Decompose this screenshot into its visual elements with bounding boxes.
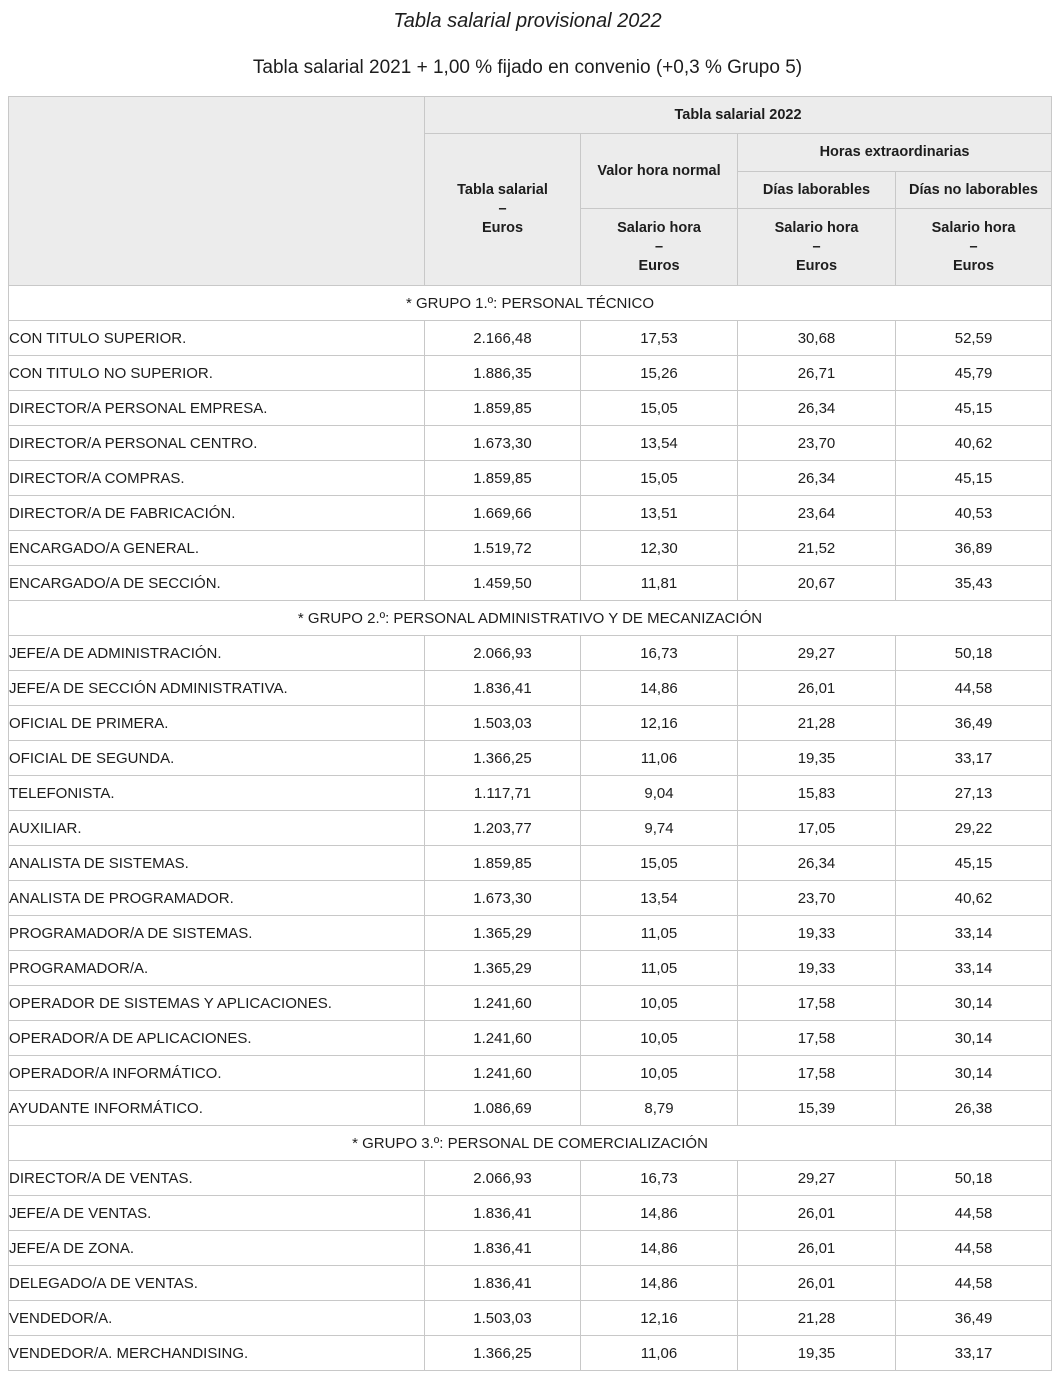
header-salario-hora-no-laborables <box>896 209 1052 286</box>
cell-extra-dias-laborables: 26,34 <box>738 461 896 496</box>
table-row <box>9 881 1052 916</box>
cell-extra-dias-no-laborables: 30,14 <box>896 1056 1052 1091</box>
cell-tabla-salarial: 1.836,41 <box>425 1266 581 1301</box>
cell-extra-dias-laborables: 29,27 <box>738 1161 896 1196</box>
cell-valor-hora-normal: 11,81 <box>581 566 738 601</box>
cell-extra-dias-laborables: 19,35 <box>738 1336 896 1371</box>
cell-extra-dias-no-laborables: 40,53 <box>896 496 1052 531</box>
row-label: OPERADOR DE SISTEMAS Y APLICACIONES. <box>9 986 425 1021</box>
cell-tabla-salarial: 1.241,60 <box>425 1021 581 1056</box>
cell-valor-hora-normal: 9,04 <box>581 776 738 811</box>
cell-extra-dias-no-laborables: 44,58 <box>896 1231 1052 1266</box>
cell-extra-dias-no-laborables: 45,15 <box>896 391 1052 426</box>
table-row <box>9 636 1052 671</box>
cell-tabla-salarial: 1.365,29 <box>425 951 581 986</box>
cell-extra-dias-laborables: 26,71 <box>738 356 896 391</box>
cell-extra-dias-no-laborables: 27,13 <box>896 776 1052 811</box>
header-salario-hora-line: Salario hora <box>617 219 701 236</box>
row-label: CON TITULO SUPERIOR. <box>9 321 425 356</box>
header-euros: Euros <box>481 220 524 236</box>
row-label: DIRECTOR/A DE FABRICACIÓN. <box>9 496 425 531</box>
cell-extra-dias-laborables: 20,67 <box>738 566 896 601</box>
table-row <box>9 356 1052 391</box>
cell-extra-dias-no-laborables: 33,14 <box>896 916 1052 951</box>
cell-extra-dias-no-laborables: 29,22 <box>896 811 1052 846</box>
cell-valor-hora-normal: 15,05 <box>581 391 738 426</box>
cell-valor-hora-normal: 8,79 <box>581 1091 738 1126</box>
table-row <box>9 1056 1052 1091</box>
cell-extra-dias-no-laborables: 50,18 <box>896 1161 1052 1196</box>
cell-extra-dias-laborables: 17,05 <box>738 811 896 846</box>
cell-extra-dias-no-laborables: 33,17 <box>896 1336 1052 1371</box>
cell-tabla-salarial: 1.859,85 <box>425 461 581 496</box>
table-row <box>9 566 1052 601</box>
salary-table-body <box>9 286 1052 1371</box>
group-header-row <box>9 286 1052 321</box>
table-row <box>9 1301 1052 1336</box>
cell-extra-dias-no-laborables: 45,15 <box>896 461 1052 496</box>
cell-valor-hora-normal: 12,16 <box>581 1301 738 1336</box>
header-dias-laborables: Días laborables <box>738 172 896 209</box>
cell-extra-dias-laborables: 15,39 <box>738 1091 896 1126</box>
table-row <box>9 671 1052 706</box>
cell-tabla-salarial: 1.836,41 <box>425 1196 581 1231</box>
cell-valor-hora-normal: 14,86 <box>581 1266 738 1301</box>
cell-tabla-salarial: 1.366,25 <box>425 1336 581 1371</box>
cell-extra-dias-laborables: 17,58 <box>738 986 896 1021</box>
cell-extra-dias-no-laborables: 44,58 <box>896 671 1052 706</box>
cell-extra-dias-laborables: 21,52 <box>738 531 896 566</box>
cell-valor-hora-normal: 10,05 <box>581 1056 738 1091</box>
table-row <box>9 1021 1052 1056</box>
row-label: JEFE/A DE SECCIÓN ADMINISTRATIVA. <box>9 671 425 706</box>
cell-valor-hora-normal: 9,74 <box>581 811 738 846</box>
table-row <box>9 1231 1052 1266</box>
table-row <box>9 321 1052 356</box>
row-label: DELEGADO/A DE VENTAS. <box>9 1266 425 1301</box>
cell-extra-dias-no-laborables: 45,79 <box>896 356 1052 391</box>
cell-extra-dias-no-laborables: 26,38 <box>896 1091 1052 1126</box>
cell-extra-dias-laborables: 30,68 <box>738 321 896 356</box>
cell-extra-dias-no-laborables: 52,59 <box>896 321 1052 356</box>
table-row <box>9 391 1052 426</box>
row-label: JEFE/A DE VENTAS. <box>9 1196 425 1231</box>
cell-valor-hora-normal: 12,30 <box>581 531 738 566</box>
row-label: OFICIAL DE PRIMERA. <box>9 706 425 741</box>
table-row <box>9 706 1052 741</box>
salary-table-header <box>9 97 1052 286</box>
header-dash: – <box>969 238 978 255</box>
cell-extra-dias-no-laborables: 35,43 <box>896 566 1052 601</box>
cell-tabla-salarial: 1.669,66 <box>425 496 581 531</box>
row-label: DIRECTOR/A DE VENTAS. <box>9 1161 425 1196</box>
cell-extra-dias-laborables: 26,01 <box>738 1196 896 1231</box>
cell-tabla-salarial: 2.066,93 <box>425 1161 581 1196</box>
cell-tabla-salarial: 1.366,25 <box>425 741 581 776</box>
cell-valor-hora-normal: 16,73 <box>581 1161 738 1196</box>
group-header-row <box>9 1126 1052 1161</box>
cell-extra-dias-no-laborables: 45,15 <box>896 846 1052 881</box>
cell-tabla-salarial: 1.836,41 <box>425 1231 581 1266</box>
header-col-valor-hora-normal: Valor hora normal <box>581 134 738 209</box>
row-label: JEFE/A DE ZONA. <box>9 1231 425 1266</box>
table-row <box>9 426 1052 461</box>
cell-extra-dias-laborables: 19,35 <box>738 741 896 776</box>
cell-extra-dias-laborables: 26,01 <box>738 1266 896 1301</box>
cell-valor-hora-normal: 13,51 <box>581 496 738 531</box>
cell-extra-dias-no-laborables: 36,49 <box>896 1301 1052 1336</box>
cell-valor-hora-normal: 11,06 <box>581 1336 738 1371</box>
cell-tabla-salarial: 1.365,29 <box>425 916 581 951</box>
cell-valor-hora-normal: 13,54 <box>581 881 738 916</box>
row-label: OFICIAL DE SEGUNDA. <box>9 741 425 776</box>
row-label: JEFE/A DE ADMINISTRACIÓN. <box>9 636 425 671</box>
cell-tabla-salarial: 1.459,50 <box>425 566 581 601</box>
header-corner-cell <box>9 97 425 286</box>
cell-extra-dias-laborables: 29,27 <box>738 636 896 671</box>
cell-extra-dias-no-laborables: 44,58 <box>896 1266 1052 1301</box>
cell-tabla-salarial: 1.859,85 <box>425 391 581 426</box>
row-label: OPERADOR/A INFORMÁTICO. <box>9 1056 425 1091</box>
group-header-label: * GRUPO 3.º: PERSONAL DE COMERCIALIZACIÓN <box>9 1126 1052 1161</box>
cell-extra-dias-no-laborables: 36,89 <box>896 531 1052 566</box>
header-horas-extraordinarias: Horas extraordinarias <box>738 134 1052 172</box>
row-label: ANALISTA DE SISTEMAS. <box>9 846 425 881</box>
cell-extra-dias-laborables: 21,28 <box>738 1301 896 1336</box>
cell-valor-hora-normal: 13,54 <box>581 426 738 461</box>
cell-extra-dias-laborables: 26,34 <box>738 846 896 881</box>
group-header-label: * GRUPO 1.º: PERSONAL TÉCNICO <box>9 286 1052 321</box>
header-tabla-salarial-line: Tabla salarial <box>457 182 548 198</box>
cell-extra-dias-laborables: 19,33 <box>738 951 896 986</box>
cell-tabla-salarial: 1.241,60 <box>425 1056 581 1091</box>
row-label: DIRECTOR/A COMPRAS. <box>9 461 425 496</box>
header-euros: Euros <box>795 257 838 274</box>
cell-tabla-salarial: 1.673,30 <box>425 881 581 916</box>
header-table-title: Tabla salarial 2022 <box>425 97 1052 134</box>
row-label: ENCARGADO/A DE SECCIÓN. <box>9 566 425 601</box>
group-header-row <box>9 601 1052 636</box>
cell-extra-dias-laborables: 26,01 <box>738 1231 896 1266</box>
cell-tabla-salarial: 1.503,03 <box>425 706 581 741</box>
cell-tabla-salarial: 1.117,71 <box>425 776 581 811</box>
cell-tabla-salarial: 1.086,69 <box>425 1091 581 1126</box>
cell-extra-dias-laborables: 15,83 <box>738 776 896 811</box>
cell-valor-hora-normal: 11,05 <box>581 916 738 951</box>
row-label: VENDEDOR/A. MERCHANDISING. <box>9 1336 425 1371</box>
cell-extra-dias-laborables: 23,70 <box>738 426 896 461</box>
header-dias-no-laborables: Días no laborables <box>896 172 1052 209</box>
cell-extra-dias-no-laborables: 30,14 <box>896 1021 1052 1056</box>
cell-valor-hora-normal: 14,86 <box>581 1231 738 1266</box>
cell-extra-dias-laborables: 23,64 <box>738 496 896 531</box>
cell-tabla-salarial: 1.241,60 <box>425 986 581 1021</box>
table-row <box>9 1091 1052 1126</box>
row-label: AYUDANTE INFORMÁTICO. <box>9 1091 425 1126</box>
header-euros: Euros <box>952 257 995 274</box>
table-row <box>9 951 1052 986</box>
group-header-label: * GRUPO 2.º: PERSONAL ADMINISTRATIVO Y DE MECANIZACIÓN <box>9 601 1052 636</box>
header-dash: – <box>498 201 507 217</box>
cell-valor-hora-normal: 10,05 <box>581 986 738 1021</box>
header-dash: – <box>812 238 821 255</box>
cell-tabla-salarial: 1.203,77 <box>425 811 581 846</box>
table-row <box>9 986 1052 1021</box>
cell-valor-hora-normal: 15,05 <box>581 461 738 496</box>
cell-tabla-salarial: 1.673,30 <box>425 426 581 461</box>
cell-extra-dias-no-laborables: 40,62 <box>896 881 1052 916</box>
header-dash: – <box>654 238 664 255</box>
table-row <box>9 531 1052 566</box>
cell-extra-dias-no-laborables: 36,49 <box>896 706 1052 741</box>
cell-valor-hora-normal: 14,86 <box>581 671 738 706</box>
cell-tabla-salarial: 1.886,35 <box>425 356 581 391</box>
header-salario-hora-line: Salario hora <box>931 219 1016 236</box>
header-euros: Euros <box>638 257 680 274</box>
row-label: TELEFONISTA. <box>9 776 425 811</box>
cell-valor-hora-normal: 11,06 <box>581 741 738 776</box>
cell-tabla-salarial: 1.519,72 <box>425 531 581 566</box>
salary-table <box>8 96 1052 1371</box>
row-label: DIRECTOR/A PERSONAL EMPRESA. <box>9 391 425 426</box>
cell-valor-hora-normal: 10,05 <box>581 1021 738 1056</box>
table-row <box>9 1161 1052 1196</box>
row-label: PROGRAMADOR/A. <box>9 951 425 986</box>
cell-valor-hora-normal: 15,26 <box>581 356 738 391</box>
header-salario-hora-laborables <box>738 209 896 286</box>
cell-extra-dias-no-laborables: 50,18 <box>896 636 1052 671</box>
table-row <box>9 1336 1052 1371</box>
row-label: VENDEDOR/A. <box>9 1301 425 1336</box>
row-label: PROGRAMADOR/A DE SISTEMAS. <box>9 916 425 951</box>
row-label: OPERADOR/A DE APLICACIONES. <box>9 1021 425 1056</box>
cell-extra-dias-laborables: 19,33 <box>738 916 896 951</box>
table-row <box>9 741 1052 776</box>
cell-extra-dias-no-laborables: 33,17 <box>896 741 1052 776</box>
row-label: AUXILIAR. <box>9 811 425 846</box>
row-label: ANALISTA DE PROGRAMADOR. <box>9 881 425 916</box>
header-salario-hora-normal <box>581 209 738 286</box>
cell-valor-hora-normal: 12,16 <box>581 706 738 741</box>
cell-tabla-salarial: 2.066,93 <box>425 636 581 671</box>
cell-valor-hora-normal: 15,05 <box>581 846 738 881</box>
cell-extra-dias-laborables: 17,58 <box>738 1056 896 1091</box>
cell-extra-dias-no-laborables: 33,14 <box>896 951 1052 986</box>
cell-tabla-salarial: 1.859,85 <box>425 846 581 881</box>
cell-tabla-salarial: 2.166,48 <box>425 321 581 356</box>
cell-tabla-salarial: 1.503,03 <box>425 1301 581 1336</box>
table-row <box>9 1196 1052 1231</box>
header-salario-hora-line: Salario hora <box>774 219 859 236</box>
cell-valor-hora-normal: 16,73 <box>581 636 738 671</box>
cell-extra-dias-no-laborables: 30,14 <box>896 986 1052 1021</box>
cell-extra-dias-laborables: 21,28 <box>738 706 896 741</box>
table-row <box>9 811 1052 846</box>
cell-valor-hora-normal: 14,86 <box>581 1196 738 1231</box>
cell-extra-dias-laborables: 26,01 <box>738 671 896 706</box>
cell-extra-dias-laborables: 26,34 <box>738 391 896 426</box>
header-col-tabla-salarial <box>425 134 581 286</box>
table-row <box>9 776 1052 811</box>
cell-valor-hora-normal: 17,53 <box>581 321 738 356</box>
table-row <box>9 496 1052 531</box>
table-row <box>9 916 1052 951</box>
cell-extra-dias-no-laborables: 40,62 <box>896 426 1052 461</box>
cell-valor-hora-normal: 11,05 <box>581 951 738 986</box>
cell-tabla-salarial: 1.836,41 <box>425 671 581 706</box>
cell-extra-dias-no-laborables: 44,58 <box>896 1196 1052 1231</box>
page-subtitle: Tabla salarial 2021 + 1,00 % fijado en convenio (+0,3 % Grupo 5) <box>252 57 803 78</box>
row-label: DIRECTOR/A PERSONAL CENTRO. <box>9 426 425 461</box>
row-label: CON TITULO NO SUPERIOR. <box>9 356 425 391</box>
page-title: Tabla salarial provisional 2022 <box>393 10 662 32</box>
cell-extra-dias-laborables: 23,70 <box>738 881 896 916</box>
table-row <box>9 846 1052 881</box>
row-label: ENCARGADO/A GENERAL. <box>9 531 425 566</box>
table-row <box>9 1266 1052 1301</box>
table-row <box>9 461 1052 496</box>
cell-extra-dias-laborables: 17,58 <box>738 1021 896 1056</box>
